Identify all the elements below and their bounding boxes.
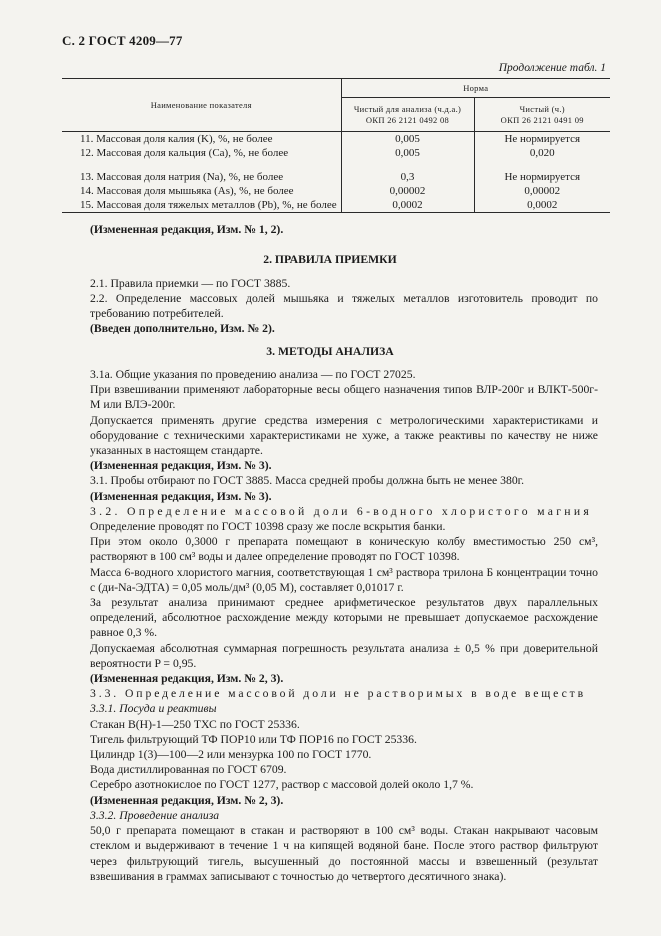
col-header-ch [474,98,610,132]
col-header-chda [341,98,474,132]
section-2-title: 2. ПРАВИЛА ПРИЕМКИ [263,253,397,266]
table-row [62,184,610,198]
row-chda: 0,0002 [341,198,474,213]
reagent-item: Тигель фильтрующий ТФ ПОР10 или ТФ ПОР16 по ГОСТ 25336. [90,732,417,746]
row-name: 15. Массовая доля тяжелых металлов (Pb), %, не более [62,198,341,213]
body-block-3 [90,367,598,884]
row-name: 12. Массовая доля кальция (Ca), %, не более [62,146,341,160]
reagent-item: Вода дистиллированная по ГОСТ 6709. [90,763,287,777]
introduced-note: (Введен дополнительно, Изм. № 2). [90,322,275,336]
row-ch: Не нормируется [504,171,581,183]
reagent-item: Стакан В(Н)-1—250 ТХС по ГОСТ 25336. [90,717,300,731]
col-header-ch-line2: ОКП 26 2121 0491 09 [500,114,584,125]
reagent-item: Серебро азотнокислое по ГОСТ 1277, раствор с массовой долей около 1,7 %. [90,778,474,792]
revision-note: (Измененная редакция, Изм. № 3). [90,489,272,503]
clause-3-1a: 3.1а. Общие указания по проведению анализа — по ГОСТ 27025. [90,368,416,381]
clause-3-1: 3.1. Пробы отбирают по ГОСТ 3885. Масса средней пробы должна быть не менее 380г. [90,474,525,488]
section-3-title-wrap [62,344,598,359]
clause-3-2-e: Допускаемая абсолютная суммарная погрешность результата анализа ± 0,5 % при доверительной вероятности P = 0,95. [90,641,598,670]
table-row [62,198,610,213]
page-title: С. 2 ГОСТ 4209—77 [62,33,183,48]
procedure-paragraph: 50,0 г препарата помещают в стакан и растворяют в 100 см³ воды. Стакан накрывают часовым стеклом и выдерживают в течение 1 ч на кипящей водяной бане. После этого раствор фильтруют через фильтрующий тигель, высушенный до постоянной массы и взвешенный (результат взвешивания в граммах записывают с точностью до четвертого десятичного знака). [90,824,598,883]
col-header-name: Наименование показателя [62,79,341,132]
table-row [62,146,610,160]
row-name: 14. Массовая доля мышьяка (As), %, не более [62,184,341,198]
row-ch: Не нормируется [504,133,581,145]
allowance-paragraph: Допускается применять другие средства измерения с метрологическими характеристиками и оборудование с техническими характеристиками не хуже, а также реактивы по качеству не ниже указанных в настоящем стандарте. [90,413,598,458]
col-header-norma: Норма [341,79,610,98]
body-block-2b [90,291,598,337]
row-name: 13. Массовая доля натрия (Na), %, не более [62,170,341,184]
row-ch: 0,00002 [524,185,561,197]
body-block-1 [90,222,598,237]
table-row [62,170,610,184]
table-continuation-caption: Продолжение табл. 1 [498,62,606,74]
clause-3-2-b: При этом около 0,3000 г препарата помещают в коническую колбу вместимостью 250 см³, растворяют в 100 см³ воды и далее определение проводят по ГОСТ 10398. [90,535,598,564]
clause-2-2: 2.2. Определение массовых долей мышьяка и тяжелых металлов изготовитель проводит по требованию потребителей. [90,292,598,321]
section-3-title: 3. МЕТОДЫ АНАЛИЗА [266,345,394,358]
revision-note: (Измененная редакция, Изм. № 2, 3). [90,793,284,807]
weighing-paragraph: При взвешивании применяют лабораторные весы общего назначения типов ВЛР-200г и ВЛКТ-500г-М или ВЛЭ-200г. [90,383,598,412]
clause-3-2-a: Определение проводят по ГОСТ 10398 сразу же после вскрытия банки. [90,520,446,534]
revision-note: (Измененная редакция, Изм. № 3). [90,459,272,473]
norms-table [62,78,610,213]
row-ch: 0,020 [529,147,555,159]
revision-note: (Измененная редакция, Изм. № 2, 3). [90,672,284,686]
clause-3-3-2: 3.3.2. Проведение анализа [90,808,220,822]
row-name: 11. Массовая доля калия (K), %, не более [62,132,341,147]
row-chda: 0,005 [341,132,474,147]
revision-note: (Измененная редакция, Изм. № 1, 2). [90,223,284,236]
body-block-2 [90,276,598,291]
col-header-chda-line2: ОКП 26 2121 0492 08 [365,114,450,125]
clause-3-2-title: 3.2. Определение массовой доли 6-водного хлористого магния [90,504,593,518]
row-chda: 0,3 [341,170,474,184]
col-header-ch-line1: Чистый (ч.) [519,103,565,114]
clause-3-3-title: 3.3. Определение массовой доли не растворимых в воде веществ [90,687,587,701]
row-chda: 0,005 [341,146,474,160]
clause-3-3-1: 3.3.1. Посуда и реактивы [90,702,217,716]
clause-3-2-c: Масса 6-водного хлористого магния, соответствующая 1 см³ раствора трилона Б концентрации точно c (ди-Na-ЭДТА) = 0,05 моль/дм³ (0,05 М), составляет 0,01017 г. [90,565,598,594]
clause-3-2-d: За результат анализа принимают среднее арифметическое результатов двух параллельных определений, абсолютное расхождение между которыми не превышает допускаемое расхождение равное 0,3 %. [90,596,598,640]
col-header-chda-line1: Чистый для анализа (ч.д.а.) [353,103,462,114]
clause-2-1: 2.1. Правила приемки — по ГОСТ 3885. [90,277,291,290]
row-chda: 0,00002 [341,184,474,198]
section-2-title-wrap [62,252,598,267]
table-row [62,132,610,147]
reagent-item: Цилиндр 1(3)—100—2 или мензурка 100 по ГОСТ 1770. [90,748,372,762]
row-ch: 0,0002 [474,198,610,213]
